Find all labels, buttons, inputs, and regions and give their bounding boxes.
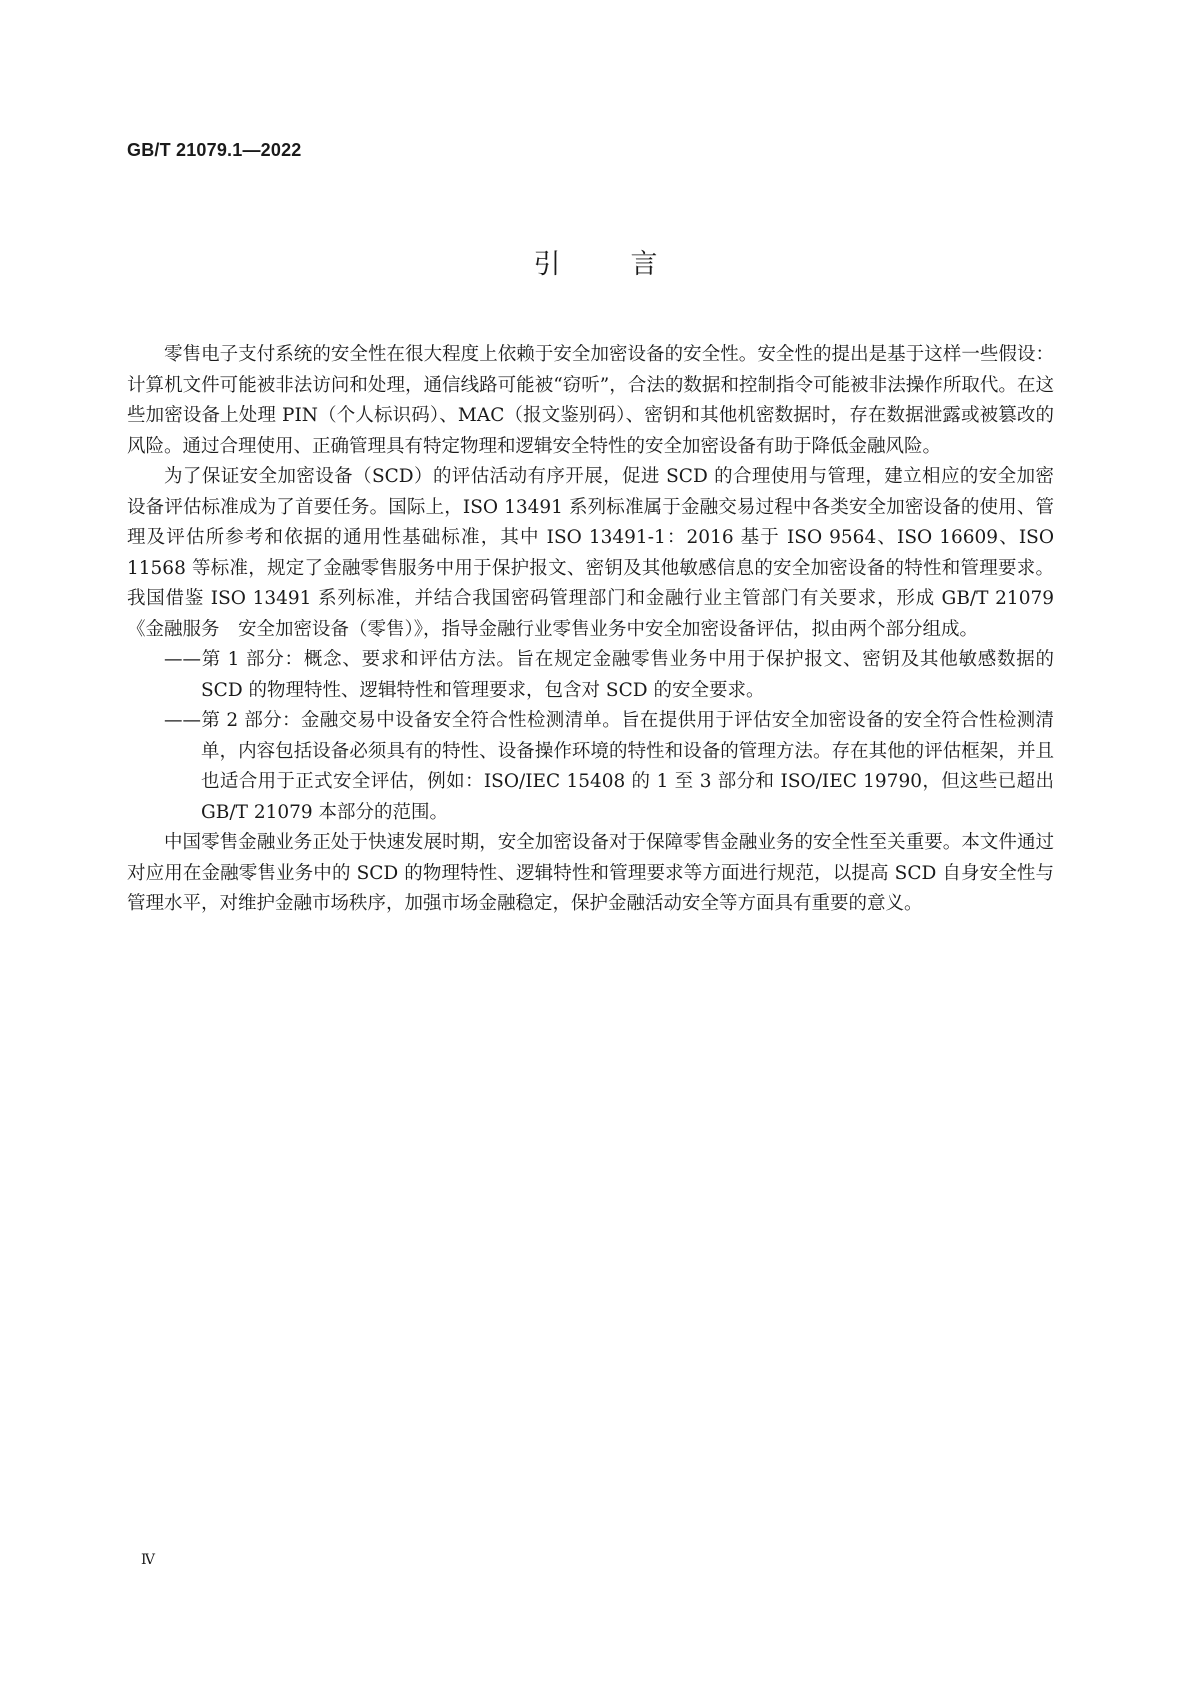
standard-code: GB/T 21079.1—2022 <box>127 140 302 160</box>
paragraph-intro: 零售电子支付系统的安全性在很大程度上依赖于安全加密设备的安全性。安全性的提出是基于这样一些假设：计算机文件可能被非法访问和处理，通信线路可能被“窃听”，合法的数据和控制指令可能被非法操作所取代。在这些加密设备上处理 PIN（个人标识码）、MAC（报文鉴别码）、密钥和其他机密数据时，存在数据泄露或被篡改的风险。通过合理使用、正确管理具有特定物理和逻辑安全特性的安全加密设备有助于降低金融风险。 <box>127 344 1054 457</box>
introduction-body <box>127 340 1054 920</box>
page-number: Ⅳ <box>141 1552 155 1568</box>
paragraph-standards: 为了保证安全加密设备（SCD）的评估活动有序开展，促进 SCD 的合理使用与管理，建立相应的安全加密设备评估标准成为了首要任务。国际上，ISO 13491 系列标准属于金融交易过程中各类安全加密设备的使用、管理及评估所参考和依据的通用性基础标准，其中 ISO 13491-1：2016 基于 ISO 9564、ISO 16609、ISO 11568 等标准，规定了金融零售服务中用于保护报文、密钥及其他敏感信息的安全加密设备的特性和管理要求。我国借鉴 ISO 13491 系列标准，并结合我国密码管理部门和金融行业主管部门有关要求，形成 GB/T 21079《金融服务 安全加密设备（零售）》，指导金融行业零售业务中安全加密设备评估，拟由两个部分组成。 <box>127 466 1054 640</box>
paragraph-conclusion: 中国零售金融业务正处于快速发展时期，安全加密设备对于保障零售金融业务的安全性至关重要。本文件通过对应用在金融零售业务中的 SCD 的物理特性、逻辑特性和管理要求等方面进行规范，以提高 SCD 自身安全性与管理水平，对维护金融市场秩序，加强市场金融稳定，保护金融活动安全等方面具有重要的意义。 <box>127 832 1054 914</box>
list-item-part-1: ——第 1 部分：概念、要求和评估方法。旨在规定金融零售业务中用于保护报文、密钥及其他敏感数据的 SCD 的物理特性、逻辑特性和管理要求，包含对 SCD 的安全要求。 <box>164 649 1054 701</box>
page-title: 引言 <box>533 249 728 280</box>
list-item-part-2: ——第 2 部分：金融交易中设备安全符合性检测清单。旨在提供用于评估安全加密设备的安全符合性检测清单，内容包括设备必须具有的特性、设备操作环境的特性和设备的管理方法。存在其他的评估框架，并且也适合用于正式安全评估，例如：ISO/IEC 15408 的 1 至 3 部分和 ISO/IEC 19790，但这些已超出 GB/T 21079 本部分的范围。 <box>164 710 1054 823</box>
